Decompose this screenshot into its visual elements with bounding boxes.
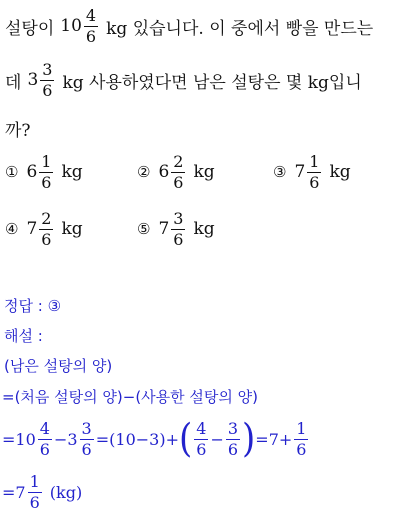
mixed-number-whole: 10	[15, 429, 36, 449]
choice-unit: kg	[193, 219, 215, 239]
question-line-2	[5, 58, 362, 102]
left-paren: (	[178, 416, 193, 462]
mixed-number-whole: 3	[67, 429, 78, 449]
explanation-text: =(처음 설탕의 양)−(사용한 설탕의 양)	[2, 387, 258, 406]
choice-marker: ①	[5, 163, 19, 181]
fraction	[28, 471, 42, 512]
choice-unit: kg	[329, 162, 351, 182]
choice-whole: 6	[26, 162, 38, 182]
explanation-heading: 해설 :	[4, 326, 43, 345]
answer-label	[4, 293, 61, 317]
numerator: 4	[196, 418, 207, 438]
fraction	[294, 418, 308, 459]
question-text: 까?	[5, 120, 31, 141]
fraction	[226, 418, 240, 459]
numerator: 3	[42, 59, 53, 79]
question-line-3	[5, 116, 31, 140]
numerator: 4	[39, 418, 50, 438]
fraction	[84, 5, 98, 46]
choice-marker: ④	[5, 220, 19, 238]
choice-whole: 7	[158, 219, 170, 239]
minus-sign: −	[210, 429, 224, 449]
denominator: 6	[173, 172, 184, 192]
choice-unit: kg	[61, 162, 83, 182]
choice-marker: ⑤	[137, 220, 151, 238]
unit-label: (kg)	[49, 482, 83, 502]
final-answer-line	[2, 470, 82, 514]
denominator: 6	[42, 80, 53, 100]
denominator: 6	[29, 492, 40, 512]
choice-3[interactable]	[273, 150, 351, 194]
question-text: 데	[5, 72, 22, 93]
numerator: 1	[41, 151, 52, 171]
choice-1[interactable]	[5, 150, 83, 194]
numerator: 3	[227, 418, 239, 438]
explanation-label	[4, 323, 43, 347]
denominator: 6	[296, 439, 307, 459]
choice-whole: 7	[294, 162, 306, 182]
choice-fraction	[307, 151, 321, 192]
denominator: 6	[196, 439, 207, 459]
denominator: 6	[227, 439, 239, 459]
denominator: 6	[173, 229, 184, 249]
question-line-1	[5, 4, 373, 48]
choice-2[interactable]	[137, 150, 215, 194]
numerator: 2	[41, 208, 52, 228]
fraction	[40, 59, 54, 100]
explanation-text: (남은 설탕의 양)	[4, 356, 113, 375]
numerator: 1	[29, 471, 40, 491]
equals-expression: =7	[2, 482, 26, 502]
mixed-number-whole: 10	[60, 16, 82, 36]
denominator: 6	[81, 439, 92, 459]
explanation-line-1	[4, 353, 112, 377]
denominator: 6	[85, 26, 97, 46]
choice-5[interactable]	[137, 207, 215, 251]
choice-unit: kg	[193, 162, 215, 182]
denominator: 6	[41, 229, 52, 249]
explanation-equation	[2, 414, 310, 464]
fraction	[80, 418, 94, 459]
choice-fraction	[171, 151, 185, 192]
numerator: 3	[173, 208, 184, 228]
question-text: kg 있습니다. 이 중에서 빵을 만드는	[106, 18, 374, 39]
mixed-number-whole: 3	[27, 70, 39, 90]
fraction	[38, 418, 52, 459]
choice-4[interactable]	[5, 207, 83, 251]
numerator: 1	[309, 151, 320, 171]
answer-text: 정답 : ③	[4, 296, 62, 315]
equals-sign: =	[2, 429, 16, 449]
choice-marker: ②	[137, 163, 151, 181]
numerator: 3	[81, 418, 92, 438]
choice-whole: 6	[158, 162, 170, 182]
right-paren: )	[242, 416, 256, 462]
choice-unit: kg	[61, 219, 83, 239]
choice-marker: ③	[273, 163, 287, 181]
denominator: 6	[309, 172, 320, 192]
choice-whole: 7	[26, 219, 38, 239]
equals-expression: =7+	[255, 429, 293, 449]
fraction	[194, 418, 208, 459]
choice-fraction	[39, 151, 53, 192]
minus-sign: −	[53, 429, 68, 449]
numerator: 1	[296, 418, 307, 438]
question-text: kg 사용하였다면 남은 설탕은 몇 kg입니	[62, 72, 362, 93]
denominator: 6	[39, 439, 50, 459]
choice-fraction	[39, 208, 53, 249]
explanation-line-2	[2, 384, 258, 408]
choice-fraction	[171, 208, 185, 249]
equals-sign: =	[95, 429, 110, 449]
grouped-expression: (10−3)+	[109, 429, 179, 449]
numerator: 4	[85, 5, 97, 25]
question-text: 설탕이	[5, 18, 55, 39]
denominator: 6	[41, 172, 52, 192]
numerator: 2	[173, 151, 184, 171]
